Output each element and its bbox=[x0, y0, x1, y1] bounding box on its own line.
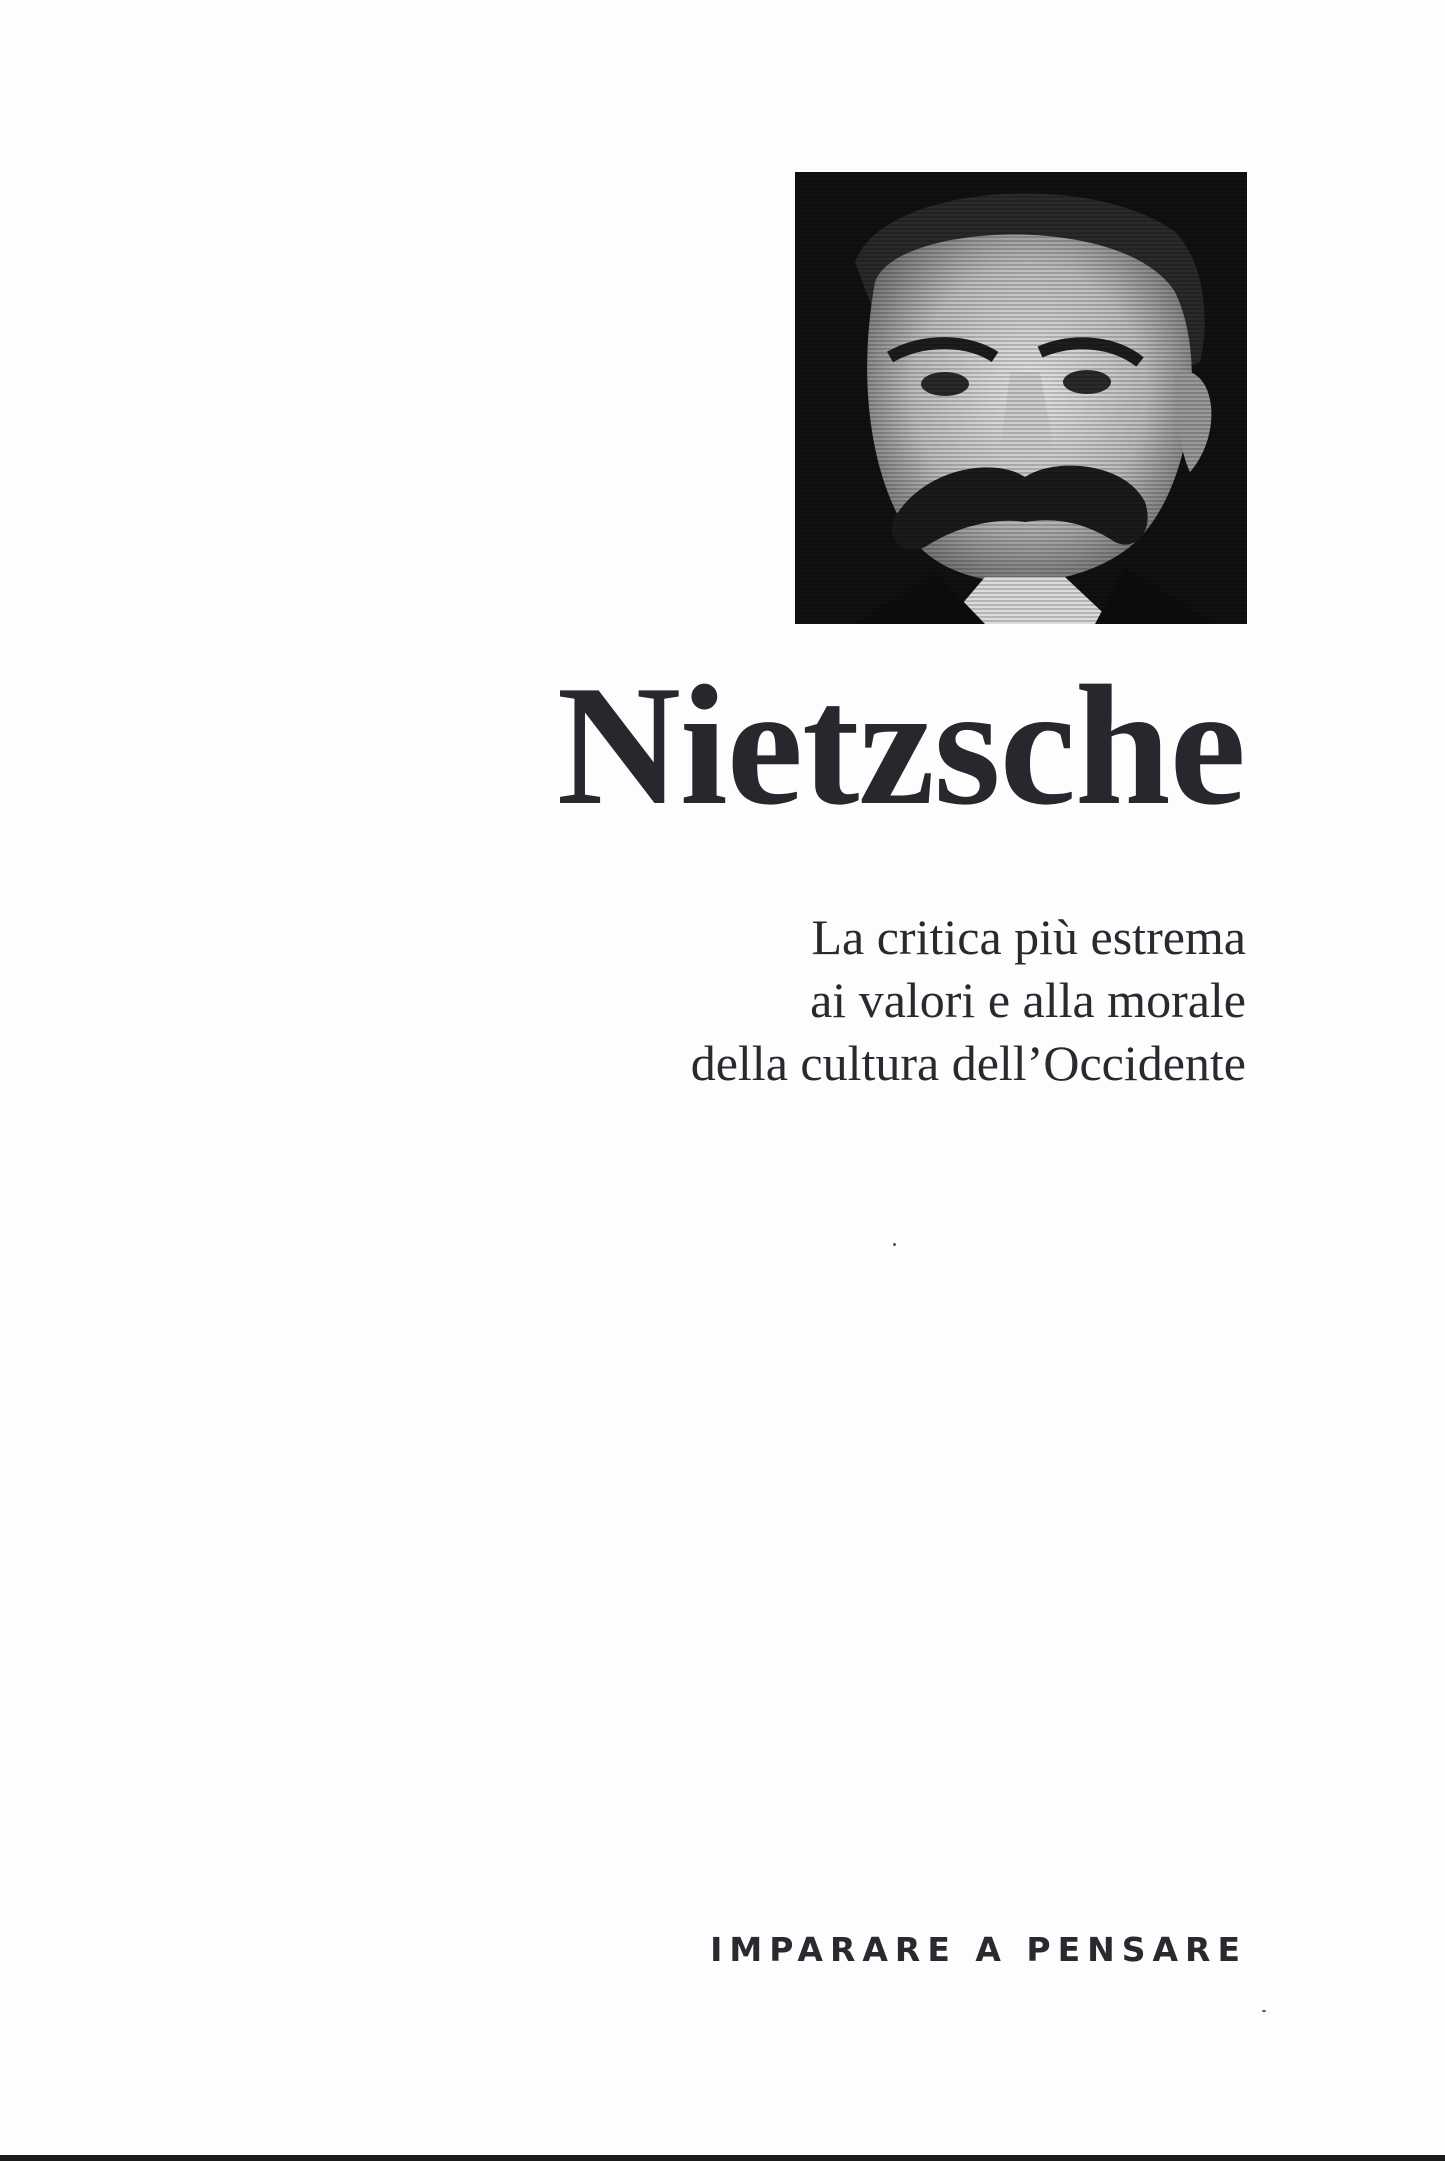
print-speck bbox=[1262, 2010, 1266, 2012]
author-portrait bbox=[795, 172, 1247, 624]
subtitle-line-1: La critica più estrema bbox=[811, 909, 1246, 965]
book-subtitle bbox=[546, 906, 1246, 1095]
portrait-photo-icon bbox=[795, 172, 1247, 624]
page-bottom-edge bbox=[0, 2155, 1445, 2161]
subtitle-line-3: della cultura dell’Occidente bbox=[690, 1035, 1246, 1091]
series-name: IMPARARE A PENSARE bbox=[710, 1930, 1247, 1969]
book-title: Nietzsche bbox=[556, 651, 1245, 841]
subtitle-line-2: ai valori e alla morale bbox=[810, 972, 1246, 1028]
print-speck bbox=[893, 1243, 896, 1246]
